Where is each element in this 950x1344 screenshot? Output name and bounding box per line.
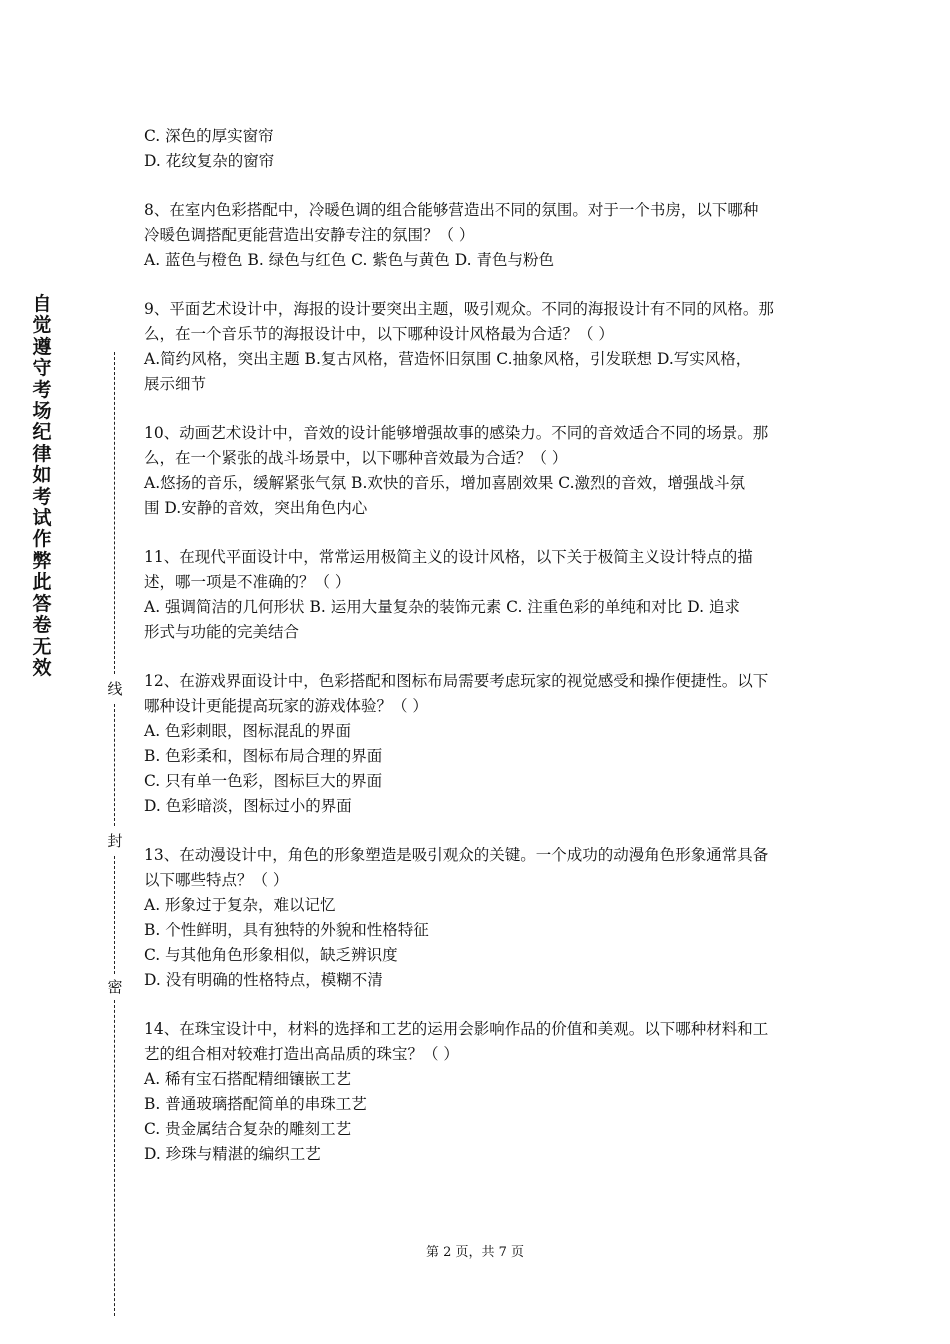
seal-char-secret: 密 [107,978,123,996]
option-b: B. 色彩柔和，图标布局合理的界面 [144,747,383,765]
question-stem: 10、动画艺术设计中，音效的设计能够增强故事的感染力。不同的音效适合不同的场景。那 [144,424,769,442]
option-d: D. 珍珠与精湛的编织工艺 [144,1145,321,1163]
question-stem: 12、在游戏界面设计中，色彩搭配和图标布局需要考虑玩家的视觉感受和操作便捷性。以下 [144,672,769,690]
question-9 [144,297,814,397]
question-10 [144,421,814,521]
option-line: D. 花纹复杂的窗帘 [144,152,275,170]
option-a: A. 形象过于复杂，难以记忆 [144,896,336,914]
question-stem: 么，在一个紧张的战斗场景中，以下哪种音效最为合适？（ ） [144,449,568,467]
option-d: D. 没有明确的性格特点，模糊不清 [144,971,383,989]
seal-char-seal: 封 [107,832,123,850]
question-stem: 11、在现代平面设计中，常常运用极简主义的设计风格，以下关于极简主义设计特点的描 [144,548,753,566]
question-stem: 冷暖色调搭配更能营造出安静专注的氛围？（ ） [144,226,475,244]
question-stem: 9、平面艺术设计中，海报的设计要突出主题，吸引观众。不同的海报设计有不同的风格。那 [144,300,774,318]
question-11 [144,545,814,645]
question-stem: 艺的组合相对较难打造出高品质的珠宝？（ ） [144,1045,459,1063]
option-line: C. 深色的厚实窗帘 [144,127,274,145]
option-line: A. 强调简洁的几何形状 B. 运用大量复杂的装饰元素 C. 注重色彩的单纯和对比 D. 追求 [144,598,740,616]
option-c: C. 贵金属结合复杂的雕刻工艺 [144,1120,352,1138]
page-number: 第 2 页，共 7 页 [425,1245,525,1260]
question-stem: 13、在动漫设计中，角色的形象塑造是吸引观众的关键。一个成功的动漫角色形象通常具备 [144,846,769,864]
option-a: A. 色彩刺眼，图标混乱的界面 [144,722,352,740]
question-stem: 述，哪一项是不准确的？（ ） [144,573,351,591]
question-content [144,124,814,1167]
option-line: A.简约风格，突出主题 B.复古风格，营造怀旧氛围 C.抽象风格，引发联想 D.写实风格， [144,350,752,368]
question-12 [144,669,814,819]
option-b: B. 普通玻璃搭配简单的串珠工艺 [144,1095,367,1113]
option-line: 形式与功能的完美结合 [144,623,300,641]
option-a: A. 稀有宝石搭配精细镶嵌工艺 [144,1070,352,1088]
option-d: D. 色彩暗淡，图标过小的界面 [144,797,352,815]
option-b: B. 个性鲜明，具有独特的外貌和性格特征 [144,921,429,939]
previous-question-fragment [144,124,814,174]
question-13 [144,843,814,993]
question-stem: 以下哪些特点？（ ） [144,871,289,889]
question-stem: 哪种设计更能提高玩家的游戏体验？（ ） [144,697,428,715]
binding-dashed-line [114,704,115,826]
binding-dashed-line [114,352,115,674]
question-stem: 8、在室内色彩搭配中，冷暖色调的组合能够营造出不同的氛围。对于一个书房，以下哪种 [144,201,759,219]
question-8 [144,198,814,273]
binding-dashed-line [114,856,115,974]
option-line: A. 蓝色与橙色 B. 绿色与红色 C. 紫色与黄色 D. 青色与粉色 [144,251,554,269]
margin-vertical-title: 自觉遵守考场纪律如考试作弊此答卷无效 [32,293,52,679]
option-c: C. 与其他角色形象相似，缺乏辨识度 [144,946,398,964]
option-line: A.悠扬的音乐，缓解紧张气氛 B.欢快的音乐，增加喜剧效果 C.激烈的音效，增强战斗氛 [144,474,746,492]
question-14 [144,1017,814,1167]
question-stem: 么，在一个音乐节的海报设计中，以下哪种设计风格最为合适？（ ） [144,325,614,343]
option-c: C. 只有单一色彩，图标巨大的界面 [144,772,383,790]
option-line: 围 D.安静的音效，突出角色内心 [144,499,368,517]
binding-dashed-line [114,1000,115,1316]
question-stem: 14、在珠宝设计中，材料的选择和工艺的运用会影响作品的价值和美观。以下哪种材料和工 [144,1020,769,1038]
option-line: 展示细节 [144,375,207,393]
seal-char-line: 线 [107,680,123,698]
